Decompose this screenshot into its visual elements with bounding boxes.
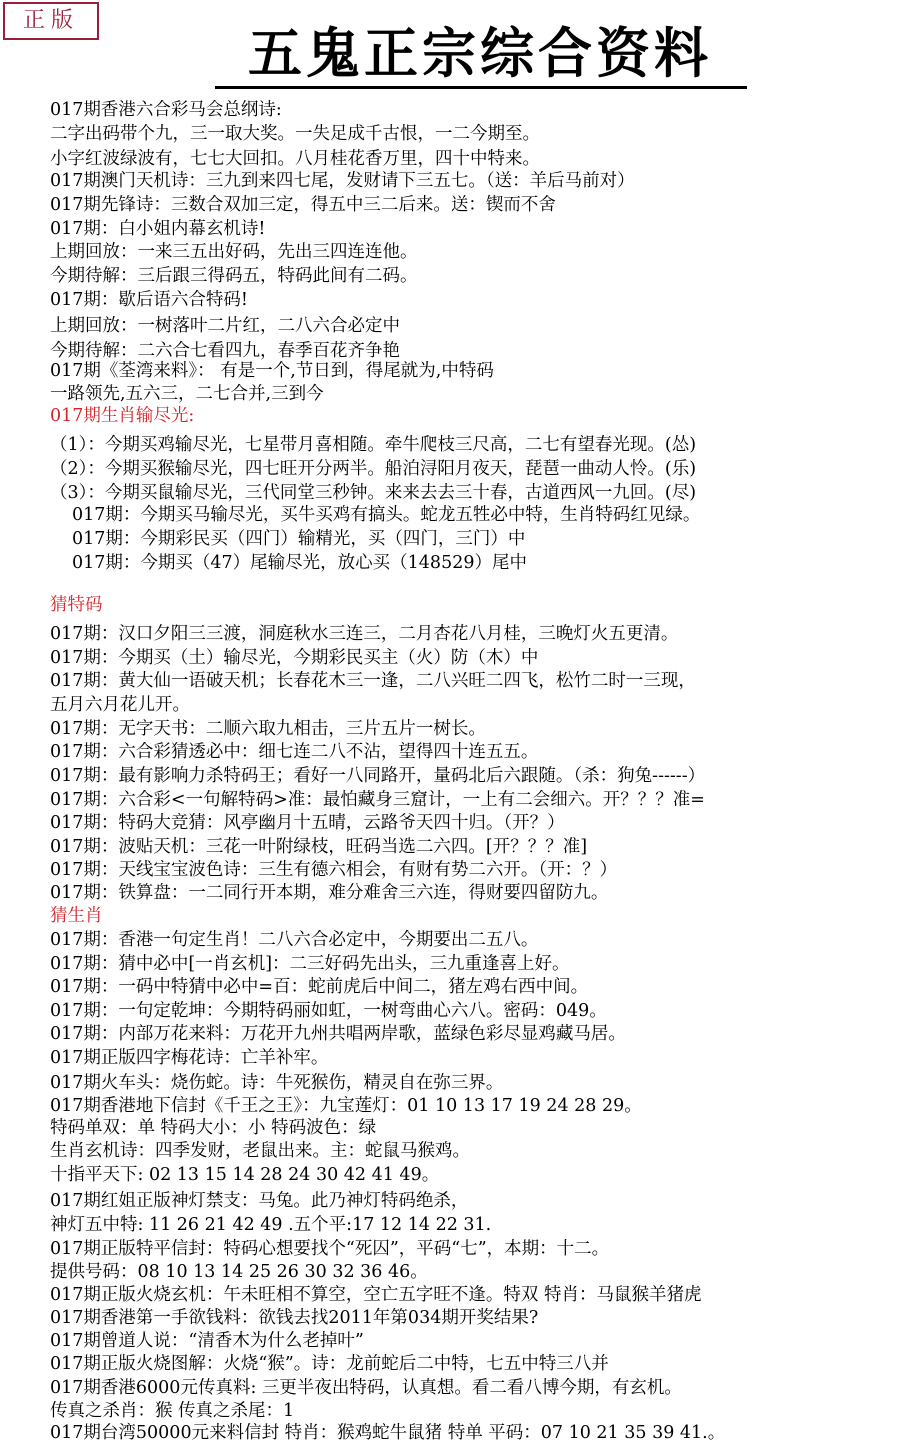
text-line: 特码单双：单 特码大小：小 特码波色：绿: [50, 1118, 377, 1138]
text-line: 017期：天线宝宝波色诗：三生有德六相会，有财有势二六开。（开：？）: [50, 860, 618, 880]
text-line: 十指平天下: 02 13 15 14 28 24 30 42 41 49。: [50, 1165, 440, 1185]
text-line: 上期回放：一树落叶二片红，二八六合必定中: [50, 316, 400, 336]
text-line: 017期：无字天书：二顺六取九相击，三片五片一树长。: [50, 719, 486, 739]
text-line: 017期：六合彩猜透必中：细七连二八不沾，望得四十连五五。: [50, 742, 539, 762]
text-line: 017期红姐正版神灯禁支：马兔。此乃神灯特码绝杀，: [50, 1191, 469, 1211]
text-line: （3）：今期买鼠输尽光，三代同堂三秒钟。来来去去三十春，古道西风一九回。(尽): [50, 483, 697, 503]
text-line: 017期正版特平信封：特码心想要找个“死囚”，平码“七”，本期：十二。: [50, 1239, 610, 1259]
text-line: 017期：一句定乾坤：今期特码丽如虹，一树弯曲心六八。密码：049。: [50, 1001, 607, 1021]
text-line: 017期正版火烧图解：火烧“猴”。诗：龙前蛇后二中特，七五中特三八并: [50, 1354, 609, 1374]
text-line: 017期：六合彩<一句解特码>准：最怕藏身三窟计，一上有二会细六。开？？？准=: [50, 790, 705, 810]
text-line: 017期：今期彩民买（四门）输精光，买（四门，三门）中: [72, 529, 526, 549]
text-line: 017期：今期买（47）尾输尽光，放心买（148529）尾中: [72, 553, 527, 573]
text-line: 017期：今期买（土）输尽光，今期彩民买主（火）防（木）中: [50, 648, 539, 668]
text-line: 017期澳门天机诗：三九到来四七尾，发财请下三五七。（送：羊后马前对）: [50, 171, 635, 191]
text-line: 017期：波贴天机：三花一叶附绿枝，旺码当选二六四。[开？？？准]: [50, 837, 588, 857]
text-line: （1）：今期买鸡输尽光，七星带月喜相随。牵牛爬枝三尺高，二七有望春光现。(怂): [50, 435, 697, 455]
text-line: 017期香港6000元传真料: 三更半夜出特码，认真想。看二看八博今期，有玄机。: [50, 1378, 682, 1398]
text-line: 小字红波绿波有，七七大回扣。八月桂花香万里，四十中特来。: [50, 149, 540, 169]
text-line: 017期：特码大竞猜：风亭幽月十五晴，云路爷天四十归。（开？）: [50, 813, 565, 833]
text-line: 017期：今期买马输尽光，买牛买鸡有搞头。蛇龙五牲必中特，生肖特码红见绿。: [72, 505, 701, 525]
text-line: 传真之杀肖：猴 传真之杀尾：1: [50, 1401, 295, 1421]
text-line: 017期：汉口夕阳三三渡，洞庭秋水三连三，二月杏花八月桂，三晚灯火五更清。: [50, 624, 679, 644]
text-line: 017期：内部万花来料：万花开九州共唱两岸歌，蓝绿色彩尽显鸡藏马居。: [50, 1024, 626, 1044]
text-line: 017期香港第一手欲钱料：欲钱去找2011年第034期开奖结果?: [50, 1308, 539, 1328]
text-line: 今期待解：二六合七看四九，春季百花齐争艳: [50, 341, 400, 361]
text-line: 017期正版火烧玄机：午未旺相不算空，空亡五字旺不逢。特双 特肖：马鼠猴羊猪虎: [50, 1285, 702, 1305]
text-line: 017期先锋诗：三数合双加三定，得五中三二后来。送：锲而不舍: [50, 195, 556, 215]
text-line: 提供号码：08 10 13 14 25 26 30 32 36 46。: [50, 1262, 428, 1282]
text-line: 017期：香港一句定生肖！二八六合必定中，今期要出二五八。: [50, 930, 539, 950]
section-heading: 017期生肖输尽光:: [50, 406, 195, 426]
text-line: 017期：猜中必中[一肖玄机]：二三好码先出头，三九重逢喜上好。: [50, 954, 570, 974]
text-line: 017期曾道人说：“清香木为什么老掉叶”: [50, 1331, 364, 1351]
text-line: 017期台湾50000元来料信封 特肖：猴鸡蛇牛鼠猪 特单 平码：07 10 21 35 39 41.。: [50, 1423, 726, 1443]
page-title: 五鬼正宗综合资料: [248, 21, 712, 85]
text-line: 今期待解：三后跟三得码五，特码此间有二码。: [50, 266, 418, 286]
text-line: 017期：最有影响力杀特码王；看好一八同路开，量码北后六跟随。（杀：狗兔------）: [50, 766, 706, 786]
edition-badge: 正版: [3, 2, 99, 40]
text-line: 神灯五中特: 11 26 21 42 49 .五个平:17 12 14 22 31.: [50, 1215, 492, 1235]
text-line: 一路领先,五六三，二七合并,三到今: [50, 384, 324, 404]
text-line: 017期《荃湾来料》： 有是一个,节日到，得尾就为,中特码: [50, 361, 494, 381]
text-line: 017期：一码中特猜中必中=百：蛇前虎后中间二，猪左鸡右西中间。: [50, 977, 589, 997]
text-line: 017期香港地下信封《千王之王》：九宝莲灯：01 10 13 17 19 24 28 29。: [50, 1096, 642, 1116]
text-line: 017期正版四字梅花诗：亡羊补牢。: [50, 1048, 329, 1068]
text-line: 五月六月花儿开。: [50, 695, 190, 715]
text-line: 上期回放：一来三五出好码，先出三四连连他。: [50, 242, 418, 262]
section-heading: 猜特码: [50, 595, 103, 615]
text-line: （2）：今期买猴输尽光，四七旺开分两半。船泊浔阳月夜天，琵琶一曲动人怜。(乐): [50, 459, 697, 479]
title-underline: [215, 86, 747, 89]
text-line: 生肖玄机诗：四季发财，老鼠出来。主：蛇鼠马猴鸡。: [50, 1141, 470, 1161]
text-line: 二字出码带个九，三一取大奖。一失足成千古恨，一二今期至。: [50, 124, 540, 144]
section-heading: 猜生肖: [50, 906, 103, 926]
text-line: 017期火车头：烧伤蛇。诗：牛死猴伤，精灵自在弥三界。: [50, 1073, 504, 1093]
text-line: 017期香港六合彩马会总纲诗:: [50, 100, 282, 120]
text-line: 017期：铁算盘：一二同行开本期，难分难舍三六连，得财要四留防九。: [50, 883, 609, 903]
text-line: 017期：黄大仙一语破天机；长春花木三一逢，二八兴旺二四飞，松竹二时一三现，: [50, 671, 696, 691]
text-line: 017期：白小姐内幕玄机诗!: [50, 219, 266, 239]
text-line: 017期：歇后语六合特码!: [50, 290, 248, 310]
